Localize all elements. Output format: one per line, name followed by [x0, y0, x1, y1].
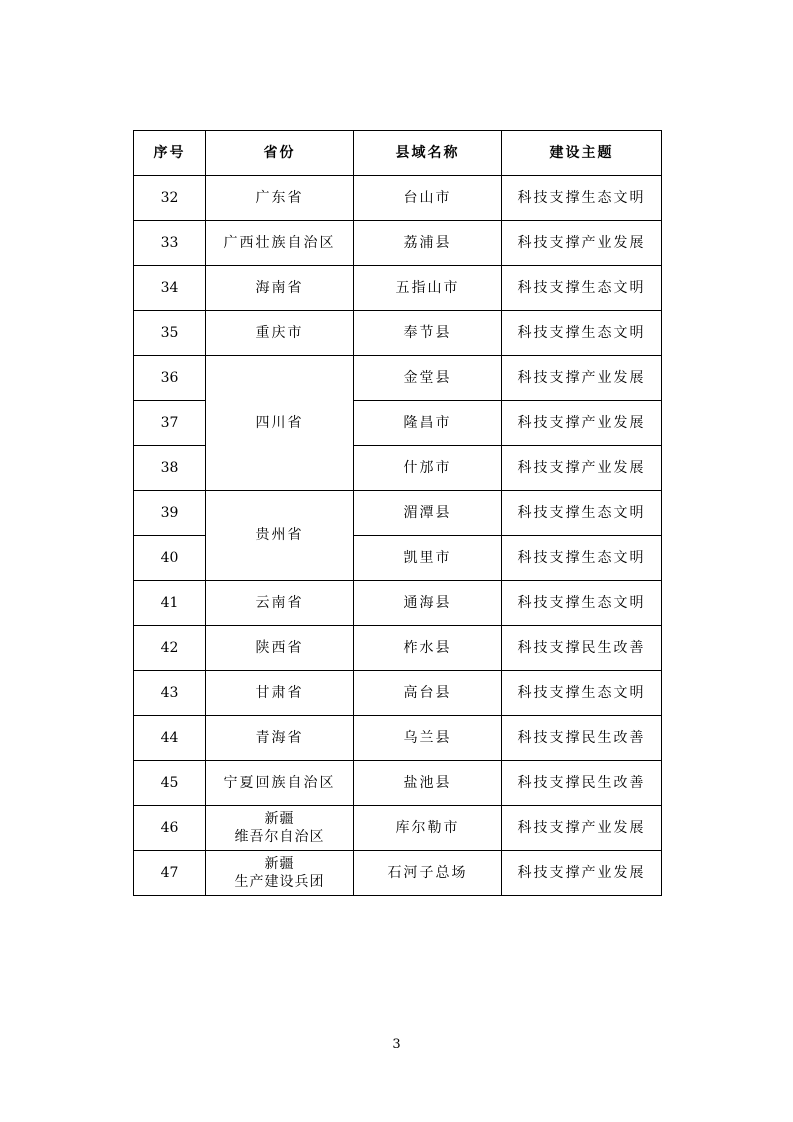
- table-row: [134, 851, 662, 896]
- cell-county: 金堂县: [354, 356, 502, 401]
- cell-index: 43: [134, 671, 206, 716]
- cell-theme: 科技支撑产业发展: [502, 806, 662, 851]
- table-row: [134, 626, 662, 671]
- cell-province: 甘肃省: [206, 671, 354, 716]
- cell-province: 新疆 生产建设兵团: [206, 851, 354, 896]
- table-row: [134, 806, 662, 851]
- cell-index: 41: [134, 581, 206, 626]
- cell-theme: 科技支撑生态文明: [502, 176, 662, 221]
- cell-county: 通海县: [354, 581, 502, 626]
- cell-index: 37: [134, 401, 206, 446]
- cell-index: 38: [134, 446, 206, 491]
- cell-province: 陕西省: [206, 626, 354, 671]
- cell-province: 广西壮族自治区: [206, 221, 354, 266]
- cell-theme: 科技支撑产业发展: [502, 851, 662, 896]
- cell-county: 湄潭县: [354, 491, 502, 536]
- table-header: [134, 131, 662, 176]
- table-body: [134, 176, 662, 896]
- cell-index: 32: [134, 176, 206, 221]
- cell-index: 47: [134, 851, 206, 896]
- cell-province: 宁夏回族自治区: [206, 761, 354, 806]
- cell-province: 云南省: [206, 581, 354, 626]
- cell-theme: 科技支撑产业发展: [502, 446, 662, 491]
- cell-theme: 科技支撑民生改善: [502, 626, 662, 671]
- cell-county: 凯里市: [354, 536, 502, 581]
- cell-county: 库尔勒市: [354, 806, 502, 851]
- cell-index: 34: [134, 266, 206, 311]
- cell-index: 46: [134, 806, 206, 851]
- cell-county: 隆昌市: [354, 401, 502, 446]
- cell-county: 乌兰县: [354, 716, 502, 761]
- table-header-row: [134, 131, 662, 176]
- cell-province: 广东省: [206, 176, 354, 221]
- table-row: [134, 356, 662, 401]
- table-row: [134, 311, 662, 356]
- cell-index: 33: [134, 221, 206, 266]
- cell-theme: 科技支撑民生改善: [502, 761, 662, 806]
- cell-index: 36: [134, 356, 206, 401]
- cell-county: 盐池县: [354, 761, 502, 806]
- cell-theme: 科技支撑产业发展: [502, 401, 662, 446]
- table-row: [134, 716, 662, 761]
- cell-theme: 科技支撑生态文明: [502, 671, 662, 716]
- cell-county: 奉节县: [354, 311, 502, 356]
- table-row: [134, 221, 662, 266]
- cell-province: 海南省: [206, 266, 354, 311]
- cell-index: 42: [134, 626, 206, 671]
- cell-county: 柞水县: [354, 626, 502, 671]
- page-number: 3: [392, 1037, 401, 1052]
- cell-county: 荔浦县: [354, 221, 502, 266]
- cell-county: 台山市: [354, 176, 502, 221]
- cell-theme: 科技支撑生态文明: [502, 581, 662, 626]
- table-row: [134, 176, 662, 221]
- cell-theme: 科技支撑生态文明: [502, 491, 662, 536]
- cell-theme: 科技支撑生态文明: [502, 311, 662, 356]
- cell-theme: 科技支撑生态文明: [502, 536, 662, 581]
- cell-province-merged: 贵州省: [206, 491, 354, 581]
- cell-province-merged: 四川省: [206, 356, 354, 491]
- cell-theme: 科技支撑生态文明: [502, 266, 662, 311]
- column-header-province: 省份: [206, 131, 354, 176]
- cell-theme: 科技支撑民生改善: [502, 716, 662, 761]
- cell-county: 五指山市: [354, 266, 502, 311]
- column-header-county: 县域名称: [354, 131, 502, 176]
- column-header-index: 序号: [134, 131, 206, 176]
- cell-province: 新疆 维吾尔自治区: [206, 806, 354, 851]
- cell-county: 石河子总场: [354, 851, 502, 896]
- cell-province: 青海省: [206, 716, 354, 761]
- county-list-table: [133, 130, 662, 896]
- county-list-table-wrapper: [133, 130, 661, 896]
- cell-index: 44: [134, 716, 206, 761]
- cell-theme: 科技支撑产业发展: [502, 221, 662, 266]
- table-row: [134, 266, 662, 311]
- cell-index: 35: [134, 311, 206, 356]
- column-header-theme: 建设主题: [502, 131, 662, 176]
- cell-index: 39: [134, 491, 206, 536]
- cell-county: 高台县: [354, 671, 502, 716]
- table-row: [134, 581, 662, 626]
- cell-county: 什邡市: [354, 446, 502, 491]
- table-row: [134, 491, 662, 536]
- table-row: [134, 671, 662, 716]
- cell-theme: 科技支撑产业发展: [502, 356, 662, 401]
- cell-province: 重庆市: [206, 311, 354, 356]
- cell-index: 40: [134, 536, 206, 581]
- table-row: [134, 761, 662, 806]
- cell-index: 45: [134, 761, 206, 806]
